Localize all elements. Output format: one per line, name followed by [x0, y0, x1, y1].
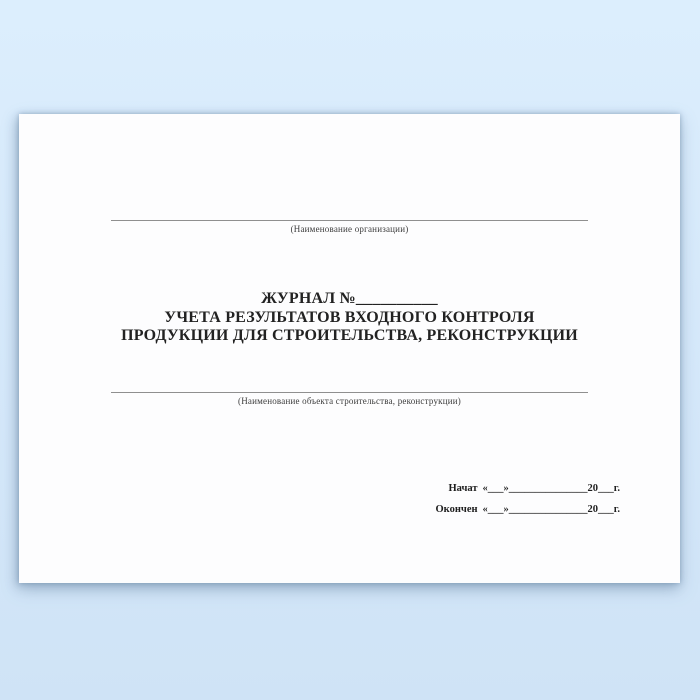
started-date-row [436, 483, 620, 494]
started-date-blank: «___»_______________20___г. [482, 483, 620, 494]
journal-dates [436, 483, 620, 525]
construction-object-field [19, 392, 680, 406]
started-date-label: Начат [448, 483, 478, 494]
construction-object-blank-line [111, 392, 588, 393]
organization-name-field [19, 220, 680, 234]
journal-cover-page [19, 114, 680, 583]
journal-title-line2: УЧЕТА РЕЗУЛЬТАТОВ ВХОДНОГО КОНТРОЛЯ [164, 308, 535, 326]
organization-name-blank-line [111, 220, 588, 221]
construction-object-caption: (Наименование объекта строительства, реконструкции) [238, 396, 461, 406]
journal-title-line3: ПРОДУКЦИИ ДЛЯ СТРОИТЕЛЬСТВА, РЕКОНСТРУКЦИИ [121, 327, 578, 344]
organization-name-caption: (Наименование организации) [290, 224, 409, 234]
finished-date-label: Окончен [435, 504, 478, 515]
finished-date-row [436, 504, 620, 515]
finished-date-blank: «___»_______________20___г. [482, 504, 620, 515]
journal-title [19, 290, 680, 346]
journal-title-line1: ЖУРНАЛ №__________ [261, 290, 438, 307]
